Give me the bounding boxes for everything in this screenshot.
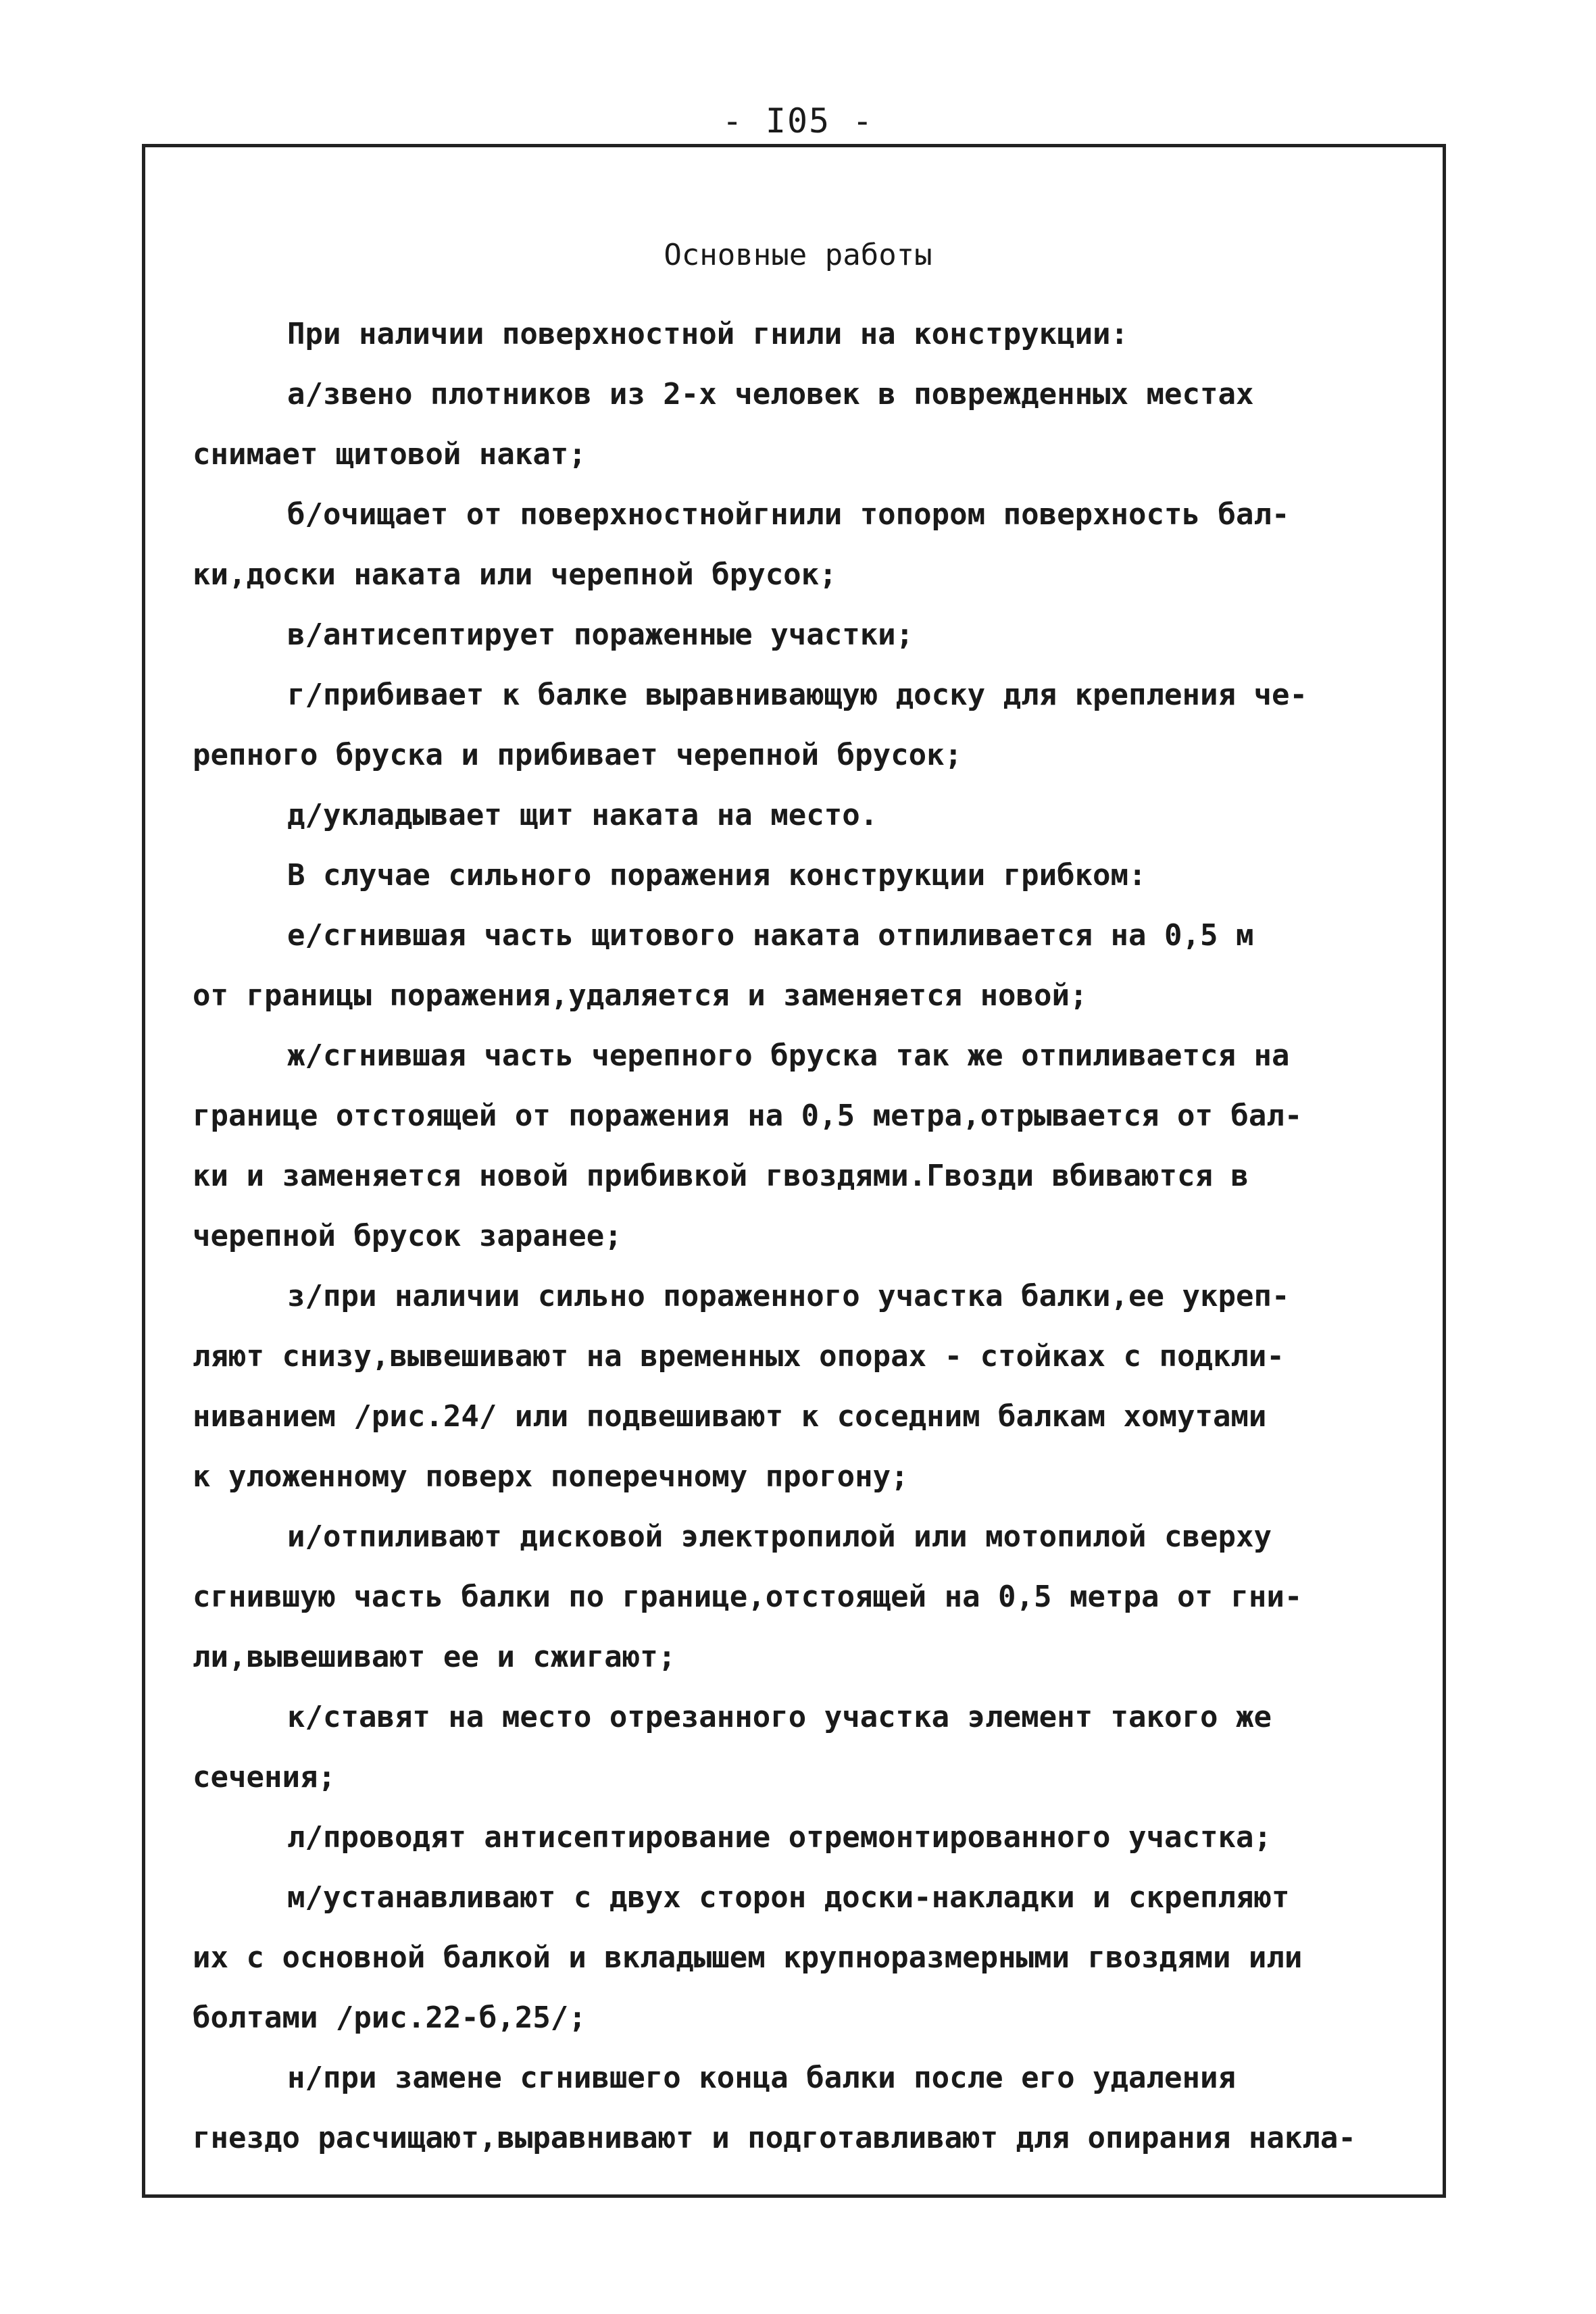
text-line: ки и заменяется новой прибивкой гвоздями.Гвозди вбиваются в (193, 1159, 1249, 1193)
text-line: м/устанавливают с двух сторон доски-накладки и скрепляют (287, 1880, 1290, 1915)
text-line: з/при наличии сильно пораженного участка балки,ее укреп- (287, 1279, 1290, 1313)
text-line: ли,вывешивают ее и сжигают; (193, 1640, 676, 1674)
text-line: б/очищает от поверхностнойгнили топором поверхность бал- (287, 497, 1290, 532)
text-line: их с основной балкой и вкладышем крупноразмерными гвоздями или (193, 1940, 1303, 1975)
text-line: сечения; (193, 1760, 336, 1794)
text-line: г/прибивает к балке выравнивающую доску для крепления че- (287, 678, 1307, 712)
text-line: к уложенному поверх поперечному прогону; (193, 1459, 909, 1494)
section-title: Основные работы (664, 238, 932, 272)
text-line: к/ставят на место отрезанного участка элемент такого же (287, 1700, 1272, 1734)
text-line: ляют снизу,вывешивают на временных опорах - стойках с подкли- (193, 1339, 1285, 1374)
page-number: - I05 - (722, 101, 874, 141)
text-line: в/антисептирует пораженные участки; (287, 618, 914, 652)
text-line: черепной брусок заранее; (193, 1219, 622, 1253)
text-line: и/отпиливают дисковой электропилой или мотопилой сверху (287, 1519, 1272, 1554)
text-line: гнездо расчищают,выравнивают и подготавливают для опирания накла- (193, 2121, 1356, 2155)
text-line: При наличии поверхностной гнили на конструкции: (287, 317, 1129, 351)
text-line: н/при замене сгнившего конца балки после его удаления (287, 2061, 1236, 2095)
text-line: снимает щитовой накат; (193, 437, 587, 472)
text-line: ниванием /рис.24/ или подвешивают к соседним балкам хомутами (193, 1399, 1267, 1434)
text-line: болтами /рис.22-б,25/; (193, 2001, 587, 2035)
text-line: репного бруска и прибивает черепной брусок; (193, 738, 963, 772)
text-line: е/сгнившая часть щитового наката отпиливается на 0,5 м (287, 918, 1254, 953)
text-line: д/укладывает щит наката на место. (287, 798, 878, 832)
text-line: сгнившую часть балки по границе,отстоящей на 0,5 метра от гни- (193, 1580, 1303, 1614)
text-line: ки,доски наката или черепной брусок; (193, 557, 837, 592)
text-line: от границы поражения,удаляется и заменяется новой; (193, 978, 1088, 1013)
text-line: В случае сильного поражения конструкции грибком: (287, 858, 1147, 892)
text-line: а/звено плотников из 2-х человек в поврежденных местах (287, 377, 1254, 411)
body-text (193, 304, 1439, 2168)
text-line: л/проводят антисептирование отремонтированного участка; (287, 1820, 1272, 1855)
text-line: границе отстоящей от поражения на 0,5 мeтра,отрывается от бал- (193, 1099, 1303, 1133)
text-line: ж/сгнившая часть черепного бруска так же отпиливается на (287, 1038, 1290, 1073)
